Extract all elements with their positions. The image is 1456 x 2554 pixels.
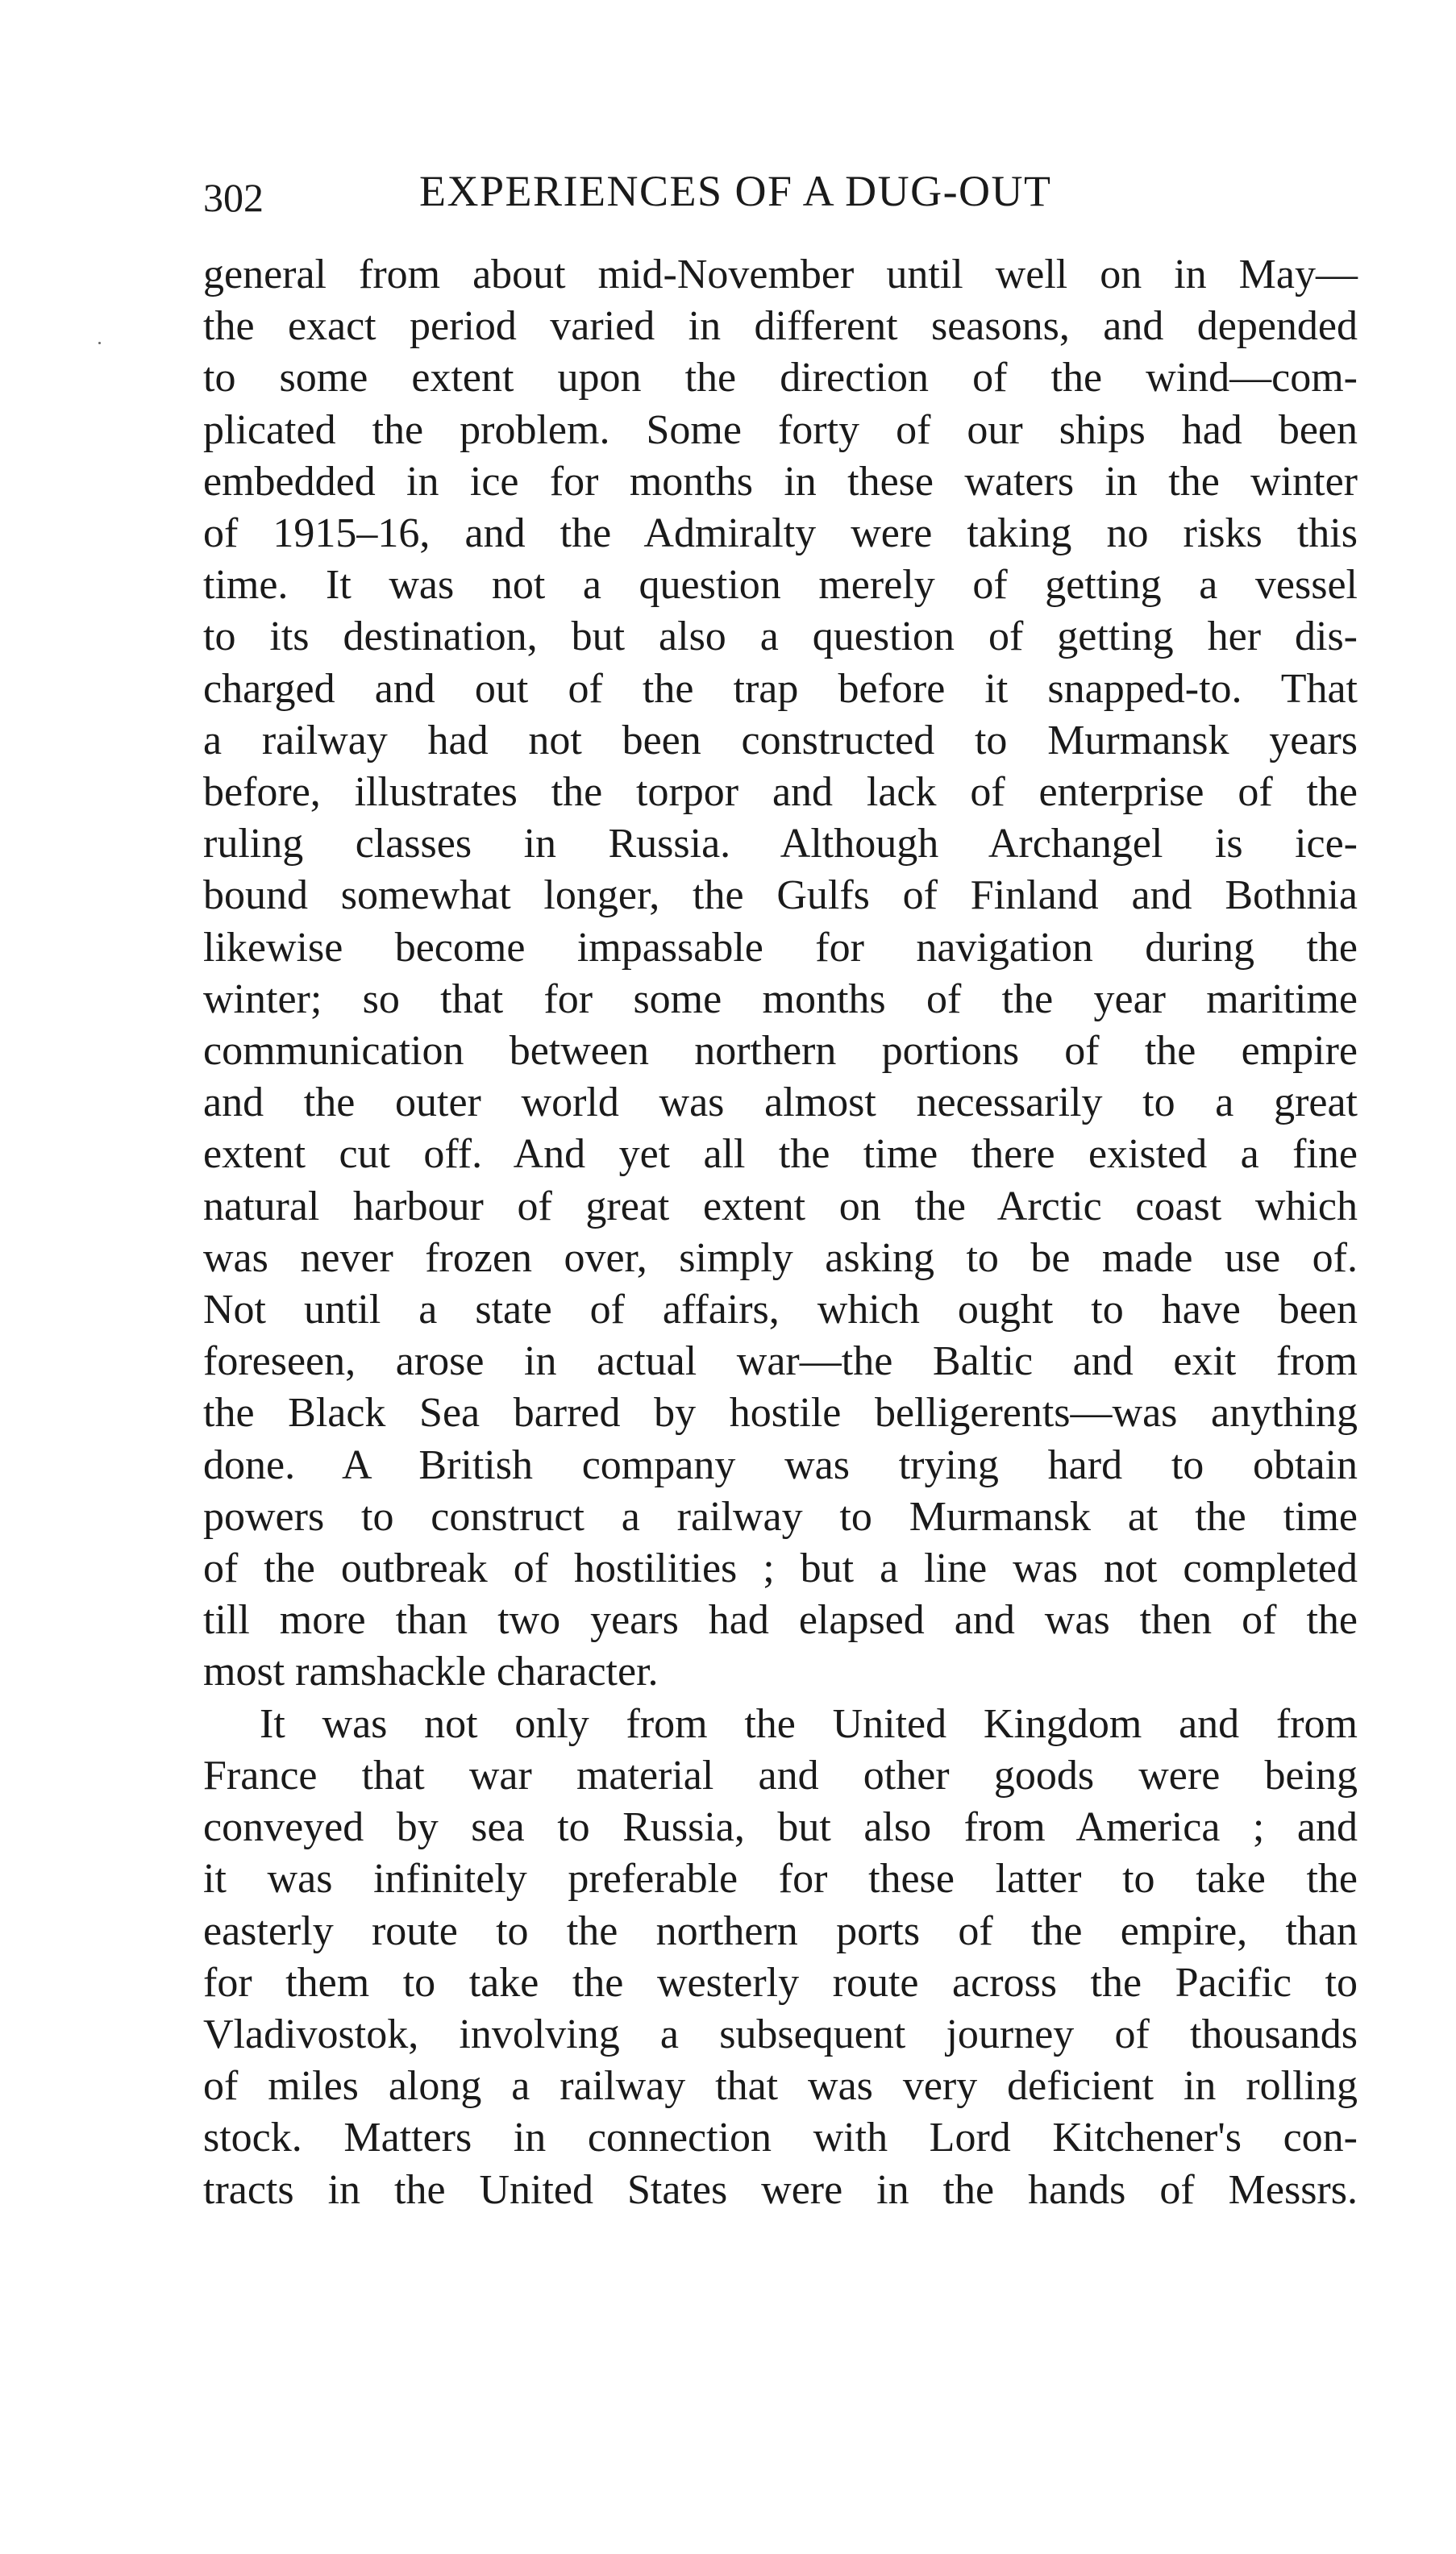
text-line: time. It was not a question merely of getting a vessel	[203, 562, 1358, 609]
stray-ink-mark	[98, 342, 101, 344]
text-line: done. A British company was trying hard to obtain	[203, 1441, 1358, 1488]
text-line: of the outbreak of hostilities ; but a line was not completed	[203, 1545, 1358, 1592]
text-line: and the outer world was almost necessarily to a great	[203, 1079, 1358, 1126]
text-line: communication between northern portions of the empire	[203, 1028, 1358, 1075]
text-line: of 1915–16, and the Admiralty were taking no risks this	[203, 510, 1358, 557]
text-line: tracts in the United States were in the hands of Messrs.	[203, 2166, 1358, 2213]
running-title: EXPERIENCES OF A DUG-OUT	[419, 167, 1052, 215]
text-line: to some extent upon the direction of the wind—com-	[203, 355, 1358, 401]
paragraph-1	[203, 249, 1358, 1699]
running-head	[203, 165, 1358, 220]
text-line: the exact period varied in different seasons, and depended	[203, 303, 1358, 350]
text-line: extent cut off. And yet all the time there existed a fine	[203, 1131, 1358, 1178]
text-line: bound somewhat longer, the Gulfs of Finland and Bothnia	[203, 872, 1358, 919]
text-line: plicated the problem. Some forty of our ships had been	[203, 406, 1358, 453]
text-line: for them to take the westerly route across the Pacific to	[203, 1959, 1358, 2006]
text-line: stock. Matters in connection with Lord Kitchener's con-	[203, 2115, 1358, 2161]
page-number: 302	[203, 175, 264, 220]
text-line: embedded in ice for months in these waters in the winter	[203, 458, 1358, 505]
text-line: to its destination, but also a question of getting her dis-	[203, 614, 1358, 660]
text-line: natural harbour of great extent on the Arctic coast which	[203, 1183, 1358, 1229]
text-line: Not until a state of affairs, which ought to have been	[203, 1287, 1358, 1333]
text-line: was never frozen over, simply asking to be made use of.	[203, 1234, 1358, 1281]
text-line: general from about mid-November until well on in May—	[203, 252, 1358, 297]
text-line: charged and out of the trap before it snapped-to. That	[203, 665, 1358, 712]
text-line: easterly route to the northern ports of the empire, than	[203, 1907, 1358, 1954]
text-line: foreseen, arose in actual war—the Baltic and exit from	[203, 1338, 1358, 1385]
text-line: Vladivostok, involving a subsequent journey of thousands	[203, 2011, 1358, 2057]
text-line: of miles along a railway that was very deficient in rolling	[203, 2063, 1358, 2110]
book-page	[203, 165, 1358, 2216]
text-line: France that war material and other goods were being	[203, 1752, 1358, 1799]
text-line: the Black Sea barred by hostile belligerents—was anything	[203, 1390, 1358, 1437]
text-line: powers to construct a railway to Murmansk at the time	[203, 1493, 1358, 1540]
text-line: it was infinitely preferable for these latter to take the	[203, 1856, 1358, 1903]
text-line: winter; so that for some months of the year maritime	[203, 975, 1358, 1022]
text-line: till more than two years had elapsed and was then of the	[203, 1597, 1358, 1644]
text-line: likewise become impassable for navigation during the	[203, 924, 1358, 971]
text-line: conveyed by sea to Russia, but also from America ; and	[203, 1804, 1358, 1851]
text-line: ruling classes in Russia. Although Archangel is ice-	[203, 821, 1358, 867]
text-line: most ramshackle character.	[203, 1649, 659, 1695]
text-line: It was not only from the United Kingdom and from	[260, 1700, 1358, 1747]
text-line: a railway had not been constructed to Murmansk years	[203, 717, 1358, 763]
paragraph-2	[203, 1699, 1358, 2216]
text-line: before, illustrates the torpor and lack of enterprise of the	[203, 769, 1358, 816]
